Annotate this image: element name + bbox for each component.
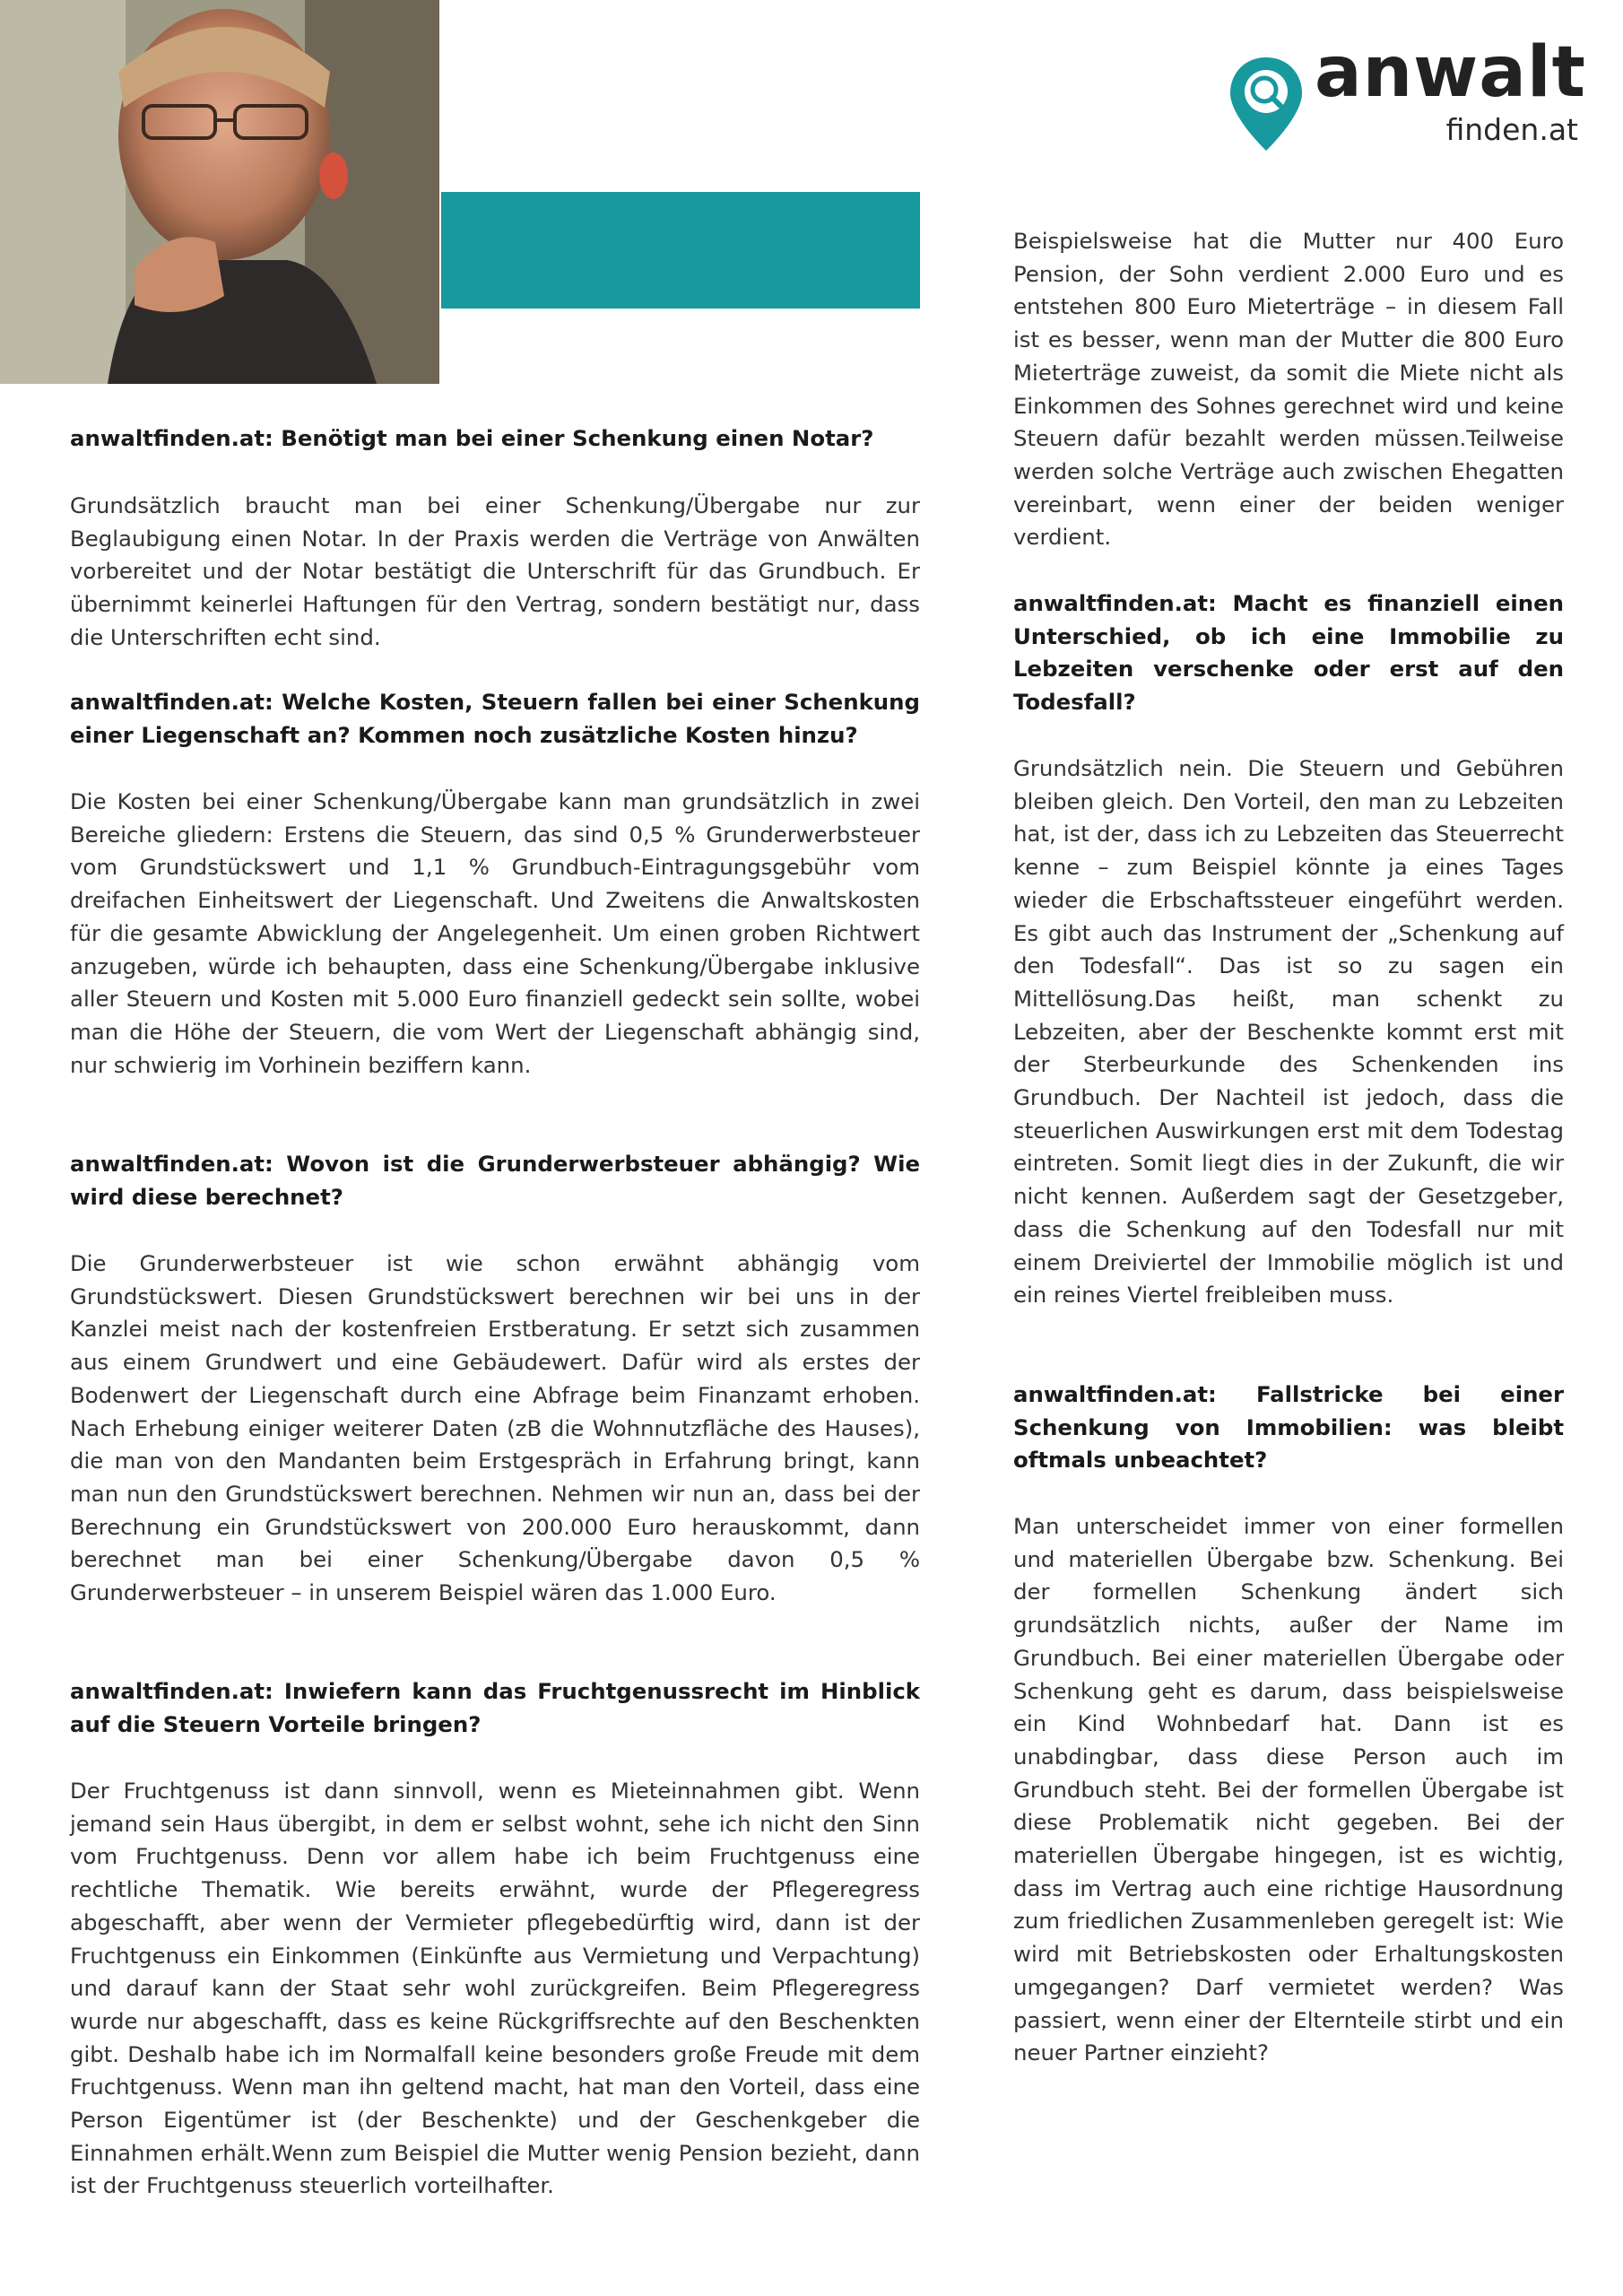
interview-answer: Die Kosten bei einer Schenkung/Übergabe kann man grundsätzlich in zwei Bereiche gliedern: Erstens die Steuern, das sind 0,5 % Grunderwerbsteuer vom Grundstückswert und 1,1 % Grundbuch-Eintragungsgebühr vom dreifachen Einheitswert der Liegenschaft. Und Zweitens die Anwaltskosten für die gesamte Abwicklung der Angelegenheit. Um einen groben Richtwert anzugeben, würde ich behaupten, dass eine Schenkung/Übergabe inklusive aller Steuern und Kosten mit 5.000 Euro finanziell gedeckt sein sollte, wobei man die Höhe der Steuern, die vom Wert der Liegenschaft abhängig sind, nur schwierig im Vorhinein beziffern kann. — [70, 788, 920, 1078]
interview-question: anwaltfinden.at: Macht es finanziell einen Unterschied, ob ich eine Immobilie zu Lebzeiten verschenke oder erst auf den Todesfall? — [1013, 590, 1564, 716]
interview-answer: Beispielsweise hat die Mutter nur 400 Euro Pension, der Sohn verdient 2.000 Euro und es entstehen 800 Euro Mieterträge – in diesem Fall ist es besser, wenn man der Mutter die 800 Euro Mieterträge zuweist, da somit die Miete nicht als Einkommen des Sohnes gerechnet wird und keine Steuern dafür bezahlt werden müssen.Teilweise werden solche Verträge auch zwischen Ehegatten vereinbart, wenn einer der beiden weniger verdient. — [1013, 228, 1564, 551]
interview-answer: Grundsätzlich nein. Die Steuern und Gebühren bleiben gleich. Den Vorteil, den man zu Lebzeiten hat, ist der, dass ich zu Lebzeiten das Steuerrecht kenne – zum Beispiel könnte ja eines Tages wieder die Erbschaftssteuer eingeführt werden. Es gibt auch das Instrument der „Schenkung auf den Todesfall“. Das ist so zu sagen ein Mittellösung.Das heißt, man schenkt zu Lebzeiten, aber der Beschenkte kommt erst mit der Sterbeurkunde des Schenkenden ins Grundbuch. Der Nachteil ist jedoch, dass die steuerlichen Auswirkungen erst mit dem Todestag eintreten. Somit liegt dies in der Zukunft, die wir nicht kennen. Außerdem sagt der Gesetzgeber, dass die Schenkung auf den Todesfall nur mit einem Dreiviertel der Immobilie möglich ist und ein reines Viertel freibleiben muss. — [1013, 755, 1564, 1309]
logo-domain: finden.at — [1445, 112, 1578, 147]
interview-question: anwaltfinden.at: Benötigt man bei einer Schenkung einen Notar? — [70, 425, 874, 451]
logo-wordmark: anwalt — [1315, 32, 1586, 113]
interview-answer: Grundsätzlich braucht man bei einer Schenkung/Übergabe nur zur Beglaubigung einen Notar. In der Praxis werden die Verträge von Anwälten vorbereitet und der Notar bestätigt die Unterschrift für das Grundbuch. Er übernimmt keinerlei Haftungen für den Vertrag, sondern bestätigt nur, dass die Unterschriften echt sind. — [70, 492, 920, 650]
interview-question: anwaltfinden.at: Fallstricke bei einer Schenkung von Immobilien: was bleibt oftmals unbeachtet? — [1013, 1381, 1564, 1474]
interview-answer: Die Grunderwerbsteuer ist wie schon erwähnt abhängig vom Grundstückswert. Diesen Grundstückswert berechnen wir bei uns in der Kanzlei meist nach der kostenfreien Erstberatung. Er setzt sich zusammen aus einem Grundwert und eine Gebäudewert. Dafür wird als erstes der Bodenwert der Liegenschaft durch eine Abfrage beim Finanzamt erhoben. Nach Erhebung einiger weiterer Daten (zB die Wohnnutzfläche des Hauses), die man von den Mandanten beim Erstgespräch in Erfahrung bringt, kann man nun den Grundstückswert berechnen. Nehmen wir nun an, dass bei der Berechnung ein Grundstückswert von 200.000 Euro herauskommt, dann berechnet man bei einer Schenkung/Übergabe davon 0,5 % Grunderwerbsteuer – in unserem Beispiel wären das 1.000 Euro. — [70, 1250, 920, 1606]
interview-answer: Man unterscheidet immer von einer formellen und materiellen Übergabe bzw. Schenkung. Bei der formellen Schenkung ändert sich grundsätzlich nichts, außer der Name im Grundbuch. Bei einer materiellen Übergabe oder Schenkung geht es darum, dass beispielsweise ein Kind Wohnbedarf hat. Dann ist es unabdingbar, dass diese Person auch im Grundbuch steht. Bei der formellen Übergabe ist diese Problematik nicht gegeben. Bei der materiellen Übergabe hingegen, ist es wichtig, dass im Vertrag auch eine richtige Hausordnung zum friedlichen Zusammenleben geregelt ist: Wie wird mit Betriebskosten oder Erhaltungskosten umgegangen? Darf vermietet werden? Was passiert, wenn einer der Elternteile stirbt und ein neuer Partner einzieht? — [1013, 1513, 1564, 2066]
interview-question: anwaltfinden.at: Welche Kosten, Steuern fallen bei einer Schenkung einer Liegenschaft an? Kommen noch zusätzliche Kosten hinzu? — [70, 689, 920, 748]
interview-question: anwaltfinden.at: Wovon ist die Grunderwerbsteuer abhängig? Wie wird diese berechnet? — [70, 1151, 920, 1210]
interview-answer: Der Fruchtgenuss ist dann sinnvoll, wenn es Mieteinnahmen gibt. Wenn jemand sein Haus übergibt, in dem er selbst wohnt, sehe ich nicht den Sinn vom Fruchtgenuss. Denn vor allem habe ich beim Fruchtgenuss eine rechtliche Thematik. Wie bereits erwähnt, wurde der Pflegeregress abgeschafft, aber wenn der Vermieter pflegebedürftig wird, dann ist der Fruchtgenuss ein Einkommen (Einkünfte aus Vermietung und Verpachtung) und darauf kann der Staat sehr wohl zurückgreifen. Beim Pflegeregress wurde nur abgeschafft, dass es keine Rückgriffsrechte auf den Beschenkten gibt. Deshalb habe ich im Normalfall keine besonders große Freude mit dem Fruchtgenuss. Wenn man ihn geltend macht, hat man den Vorteil, dass eine Person Eigentümer ist (der Beschenkte) und der Geschenkgeber die Einnahmen erhält.Wenn zum Beispiel die Mutter wenig Pension bezieht, dann ist der Fruchtgenuss steuerlich vorteilhafter. — [70, 1778, 920, 2199]
anwaltfinden-logo[interactable] — [1227, 32, 1586, 154]
location-pin-icon — [1227, 54, 1306, 154]
accent-band — [441, 192, 920, 309]
portrait-image — [0, 0, 439, 384]
interview-question: anwaltfinden.at: Inwiefern kann das Fruchtgenussrecht im Hinblick auf die Steuern Vorteile bringen? — [70, 1678, 920, 1737]
author-photo — [0, 0, 439, 384]
